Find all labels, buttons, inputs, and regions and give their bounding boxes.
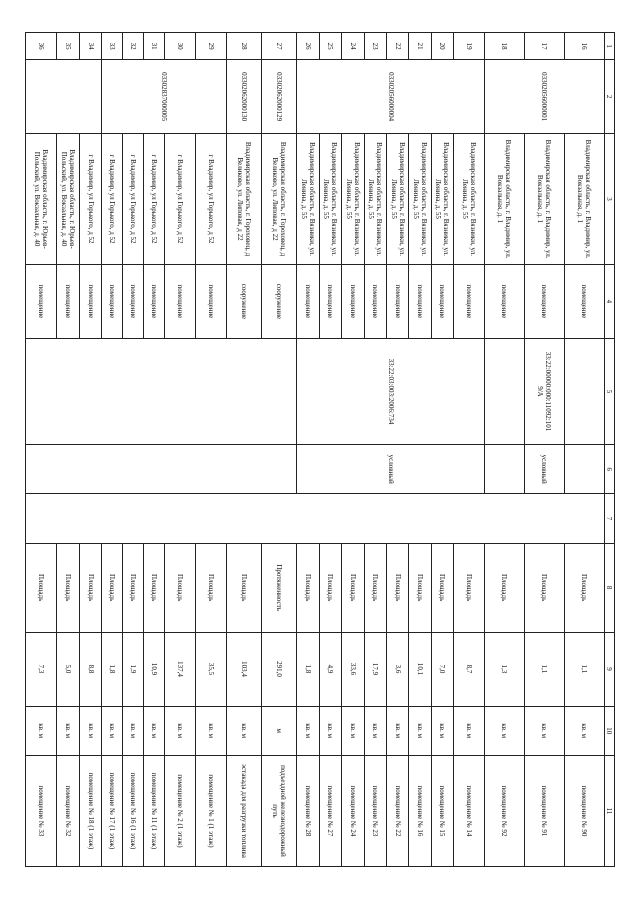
col-header: 7 — [605, 494, 615, 543]
row-number-cell: 29 — [195, 33, 226, 60]
col-header: 4 — [605, 264, 615, 338]
col-header: 10 — [605, 706, 615, 755]
row-number-cell: 26 — [297, 33, 319, 60]
value-cell: 10,9 — [144, 632, 165, 706]
object-type-cell: сооружение — [262, 264, 297, 338]
row-number-cell: 27 — [262, 33, 297, 60]
value-cell: 291,0 — [262, 632, 297, 706]
number-type-cell — [26, 445, 297, 494]
value-cell: 10,1 — [409, 632, 431, 706]
row-number-cell: 16 — [564, 33, 604, 60]
address-cell: Владимирская область, г. Вязники, ул. Ленина, д. 55 — [386, 134, 408, 265]
unit-cell: кв. м — [101, 706, 122, 755]
description-cell: помещение № 24 — [342, 755, 364, 866]
row-number-cell: 24 — [342, 33, 364, 60]
registration-number-cell — [484, 338, 524, 444]
row-number-cell: 31 — [144, 33, 165, 60]
address-cell: Владимирская область, г. Владимир, ул. Вокзальная, д. 1 — [484, 134, 524, 265]
object-type-cell: помещение — [454, 264, 485, 338]
table-row — [262, 33, 297, 867]
table-body — [26, 33, 605, 867]
unit-cell: кв. м — [454, 706, 485, 755]
unit-cell: кв. м — [564, 706, 604, 755]
parameter-cell: Площадь — [431, 543, 453, 632]
unit-cell: кв. м — [122, 706, 143, 755]
object-type-cell: сооружение — [226, 264, 261, 338]
object-type-cell: помещение — [342, 264, 364, 338]
value-cell: 8,7 — [454, 632, 485, 706]
description-cell: помещение № 92 — [484, 755, 524, 866]
row-number-cell: 30 — [165, 33, 196, 60]
row-number-cell: 35 — [56, 33, 80, 60]
col-header: 9 — [605, 632, 615, 706]
address-cell: г Владимир, ул Горького, д 52 — [144, 134, 165, 265]
object-type-cell: помещение — [144, 264, 165, 338]
value-cell: 33,6 — [342, 632, 364, 706]
value-cell: 8,8 — [80, 632, 101, 706]
cadastral-number-cell: 03302056000004 — [297, 60, 484, 134]
object-type-cell: помещение — [409, 264, 431, 338]
row-number-cell: 17 — [524, 33, 564, 60]
parameter-cell: Площадь — [319, 543, 341, 632]
object-type-cell: помещение — [319, 264, 341, 338]
description-cell: помещение № 16 — [409, 755, 431, 866]
value-cell: 1,8 — [297, 632, 319, 706]
description-cell: помещение № 22 — [386, 755, 408, 866]
registration-number-cell — [26, 338, 297, 444]
object-type-cell: помещение — [26, 264, 57, 338]
parameter-cell: Площадь — [165, 543, 196, 632]
table-row — [484, 33, 524, 867]
address-cell: г Владимир, ул Горького, д 52 — [80, 134, 101, 265]
unit-cell: кв. м — [524, 706, 564, 755]
object-type-cell: помещение — [564, 264, 604, 338]
description-cell: помещение № 90 — [564, 755, 604, 866]
description-cell: помещение № 16 (1 этаж) — [122, 755, 143, 866]
address-cell: Владимирская область, г. Гороховец, д Великово, ул. Липовая, д 22 — [262, 134, 297, 265]
address-cell: г Владимир, ул Горького, д 52 — [101, 134, 122, 265]
value-cell: 1,8 — [101, 632, 122, 706]
description-cell: помещение № 18 (1 этаж) — [80, 755, 101, 866]
row-number-cell: 23 — [364, 33, 386, 60]
parameter-cell: Площадь — [409, 543, 431, 632]
unit-cell: кв. м — [319, 706, 341, 755]
address-cell: Владимирская область, г. Владимир, ул. Вокзальная, д. 1 — [524, 134, 564, 265]
cadastral-number-cell: 03302056000001 — [484, 60, 604, 134]
parameter-cell: Площадь — [564, 543, 604, 632]
value-cell: 103,4 — [226, 632, 261, 706]
col-header: 1 — [605, 33, 615, 60]
address-cell: Владимирская область, г. Гороховец, д Великово, ул. Липовая, д 22 — [226, 134, 261, 265]
unit-cell: кв. м — [342, 706, 364, 755]
parameter-cell: Площадь — [454, 543, 485, 632]
address-cell: Владимирская область, г. Вязники, ул. Ленина, д. 55 — [431, 134, 453, 265]
value-cell: 1,1 — [524, 632, 564, 706]
unit-cell: кв. м — [165, 706, 196, 755]
unit-cell: кв. м — [297, 706, 319, 755]
value-cell: 137,4 — [165, 632, 196, 706]
cadastral-number-cell — [26, 60, 102, 134]
unit-cell: кв. м — [484, 706, 524, 755]
description-cell: помещение № 2 (1 этаж) — [165, 755, 196, 866]
number-type-cell: условный — [297, 445, 484, 494]
parameter-cell: Протяженность — [262, 543, 297, 632]
description-cell: помещение № 27 — [319, 755, 341, 866]
col-header: 6 — [605, 445, 615, 494]
parameter-cell: Площадь — [484, 543, 524, 632]
description-cell: помещение № 11 (1 этаж) — [144, 755, 165, 866]
unit-cell: кв. м — [80, 706, 101, 755]
row-number-cell: 25 — [319, 33, 341, 60]
description-cell: помещение № 1 (1 этаж) — [195, 755, 226, 866]
unit-cell: кв. м — [144, 706, 165, 755]
col-header: 8 — [605, 543, 615, 632]
row-number-cell: 20 — [431, 33, 453, 60]
parameter-cell: Площадь — [297, 543, 319, 632]
col-header: 3 — [605, 134, 615, 265]
parameter-cell: Площадь — [101, 543, 122, 632]
rotated-table-container — [25, 32, 615, 867]
value-cell: 1,3 — [484, 632, 524, 706]
unit-cell: кв. м — [386, 706, 408, 755]
col-header: 5 — [605, 338, 615, 444]
col-header: 11 — [605, 755, 615, 866]
cadastral-number-cell: 03302062000129 — [262, 60, 297, 134]
value-cell: 17,9 — [364, 632, 386, 706]
description-cell: помещение № 33 — [26, 755, 57, 866]
description-cell: помещение № 15 — [431, 755, 453, 866]
value-cell: 7,0 — [431, 632, 453, 706]
address-cell: Владимирская область, г. Вязники, ул. Ленина, д. 55 — [319, 134, 341, 265]
registration-number-cell: 33:22:00000:000:11092:101 9/A — [524, 338, 564, 444]
address-cell: Владимирская область, г. Юрьев-Польский, ул. Вокзальная, д. 40 — [26, 134, 57, 265]
address-cell: Владимирская область, г. Вязники, ул. Ленина, д. 55 — [364, 134, 386, 265]
number-type-cell: условный — [524, 445, 564, 494]
value-cell: 1,1 — [564, 632, 604, 706]
address-cell: г Владимир, ул Горького, д 52 — [122, 134, 143, 265]
description-cell: помещение № 32 — [56, 755, 80, 866]
parameter-cell: Площадь — [524, 543, 564, 632]
object-type-cell: помещение — [195, 264, 226, 338]
parameter-cell: Площадь — [342, 543, 364, 632]
cadastral-number-cell: 03302062000130 — [226, 60, 261, 134]
table-row — [454, 33, 485, 867]
property-table — [25, 32, 615, 867]
unit-cell: кв. м — [364, 706, 386, 755]
unit-cell: кв. м — [26, 706, 57, 755]
col-header: 2 — [605, 60, 615, 134]
number-type-cell — [564, 445, 604, 494]
value-cell: 35,5 — [195, 632, 226, 706]
address-cell: Владимирская область, г. Вязники, ул. Ленина, д. 55 — [409, 134, 431, 265]
unit-cell: кв. м — [226, 706, 261, 755]
parameter-cell: Площадь — [122, 543, 143, 632]
table-row — [524, 33, 564, 867]
parameter-cell: Площадь — [80, 543, 101, 632]
description-cell: помещение № 23 — [364, 755, 386, 866]
unit-cell: м — [262, 706, 297, 755]
object-type-cell: помещение — [386, 264, 408, 338]
parameter-cell: Площадь — [364, 543, 386, 632]
parameter-cell: Площадь — [386, 543, 408, 632]
object-type-cell: помещение — [56, 264, 80, 338]
object-type-cell: помещение — [80, 264, 101, 338]
address-cell: Владимирская область, г. Вязники, ул. Ленина, д. 55 — [297, 134, 319, 265]
object-type-cell: помещение — [101, 264, 122, 338]
object-type-cell: помещение — [165, 264, 196, 338]
header-row — [605, 33, 615, 867]
object-type-cell: помещение — [484, 264, 524, 338]
table-row — [564, 33, 604, 867]
value-cell: 1,9 — [122, 632, 143, 706]
row-number-cell: 36 — [26, 33, 57, 60]
parameter-cell: Площадь — [144, 543, 165, 632]
registration-number-cell: 33:22:03:003:2006:734 — [297, 338, 484, 444]
registration-number-cell — [564, 338, 604, 444]
empty-column-7-cell — [26, 494, 605, 543]
description-cell: эстакада для разгрузки топлива — [226, 755, 261, 866]
address-cell: Владимирская область, г. Юрьев-Польский, ул. Вокзальная, д. 40 — [56, 134, 80, 265]
parameter-cell: Площадь — [26, 543, 57, 632]
unit-cell: кв. м — [431, 706, 453, 755]
cadastral-number-cell: 03302837000005 — [101, 60, 226, 134]
row-number-cell: 28 — [226, 33, 261, 60]
parameter-cell: Площадь — [56, 543, 80, 632]
description-cell: помещение № 28 — [297, 755, 319, 866]
row-number-cell: 18 — [484, 33, 524, 60]
value-cell: 4,9 — [319, 632, 341, 706]
description-cell: помещение № 91 — [524, 755, 564, 866]
unit-cell: кв. м — [56, 706, 80, 755]
address-cell: Владимирская область, г. Вязники, ул. Ленина, д. 55 — [342, 134, 364, 265]
row-number-cell: 22 — [386, 33, 408, 60]
description-cell: помещение № 17 (1 этаж) — [101, 755, 122, 866]
object-type-cell: помещение — [297, 264, 319, 338]
description-cell: подъездной железнодорожный путь — [262, 755, 297, 866]
parameter-cell: Площадь — [226, 543, 261, 632]
object-type-cell: помещение — [431, 264, 453, 338]
object-type-cell: помещение — [524, 264, 564, 338]
row-number-cell: 21 — [409, 33, 431, 60]
number-type-cell — [484, 445, 524, 494]
address-cell: г Владимир, ул Горького, д 52 — [165, 134, 196, 265]
row-number-cell: 33 — [101, 33, 122, 60]
row-number-cell: 34 — [80, 33, 101, 60]
value-cell: 5,0 — [56, 632, 80, 706]
description-cell: помещение № 14 — [454, 755, 485, 866]
object-type-cell: помещение — [364, 264, 386, 338]
address-cell: Владимирская область, г. Вязники, ул. Ленина, д. 55 — [454, 134, 485, 265]
row-number-cell: 19 — [454, 33, 485, 60]
unit-cell: кв. м — [409, 706, 431, 755]
address-cell: Владимирская область, г. Владимир, ул. Вокзальная, д. 1 — [564, 134, 604, 265]
parameter-cell: Площадь — [195, 543, 226, 632]
object-type-cell: помещение — [122, 264, 143, 338]
unit-cell: кв. м — [195, 706, 226, 755]
row-number-cell: 32 — [122, 33, 143, 60]
value-cell: 7,3 — [26, 632, 57, 706]
address-cell: г Владимир, ул Горького, д 52 — [195, 134, 226, 265]
value-cell: 3,6 — [386, 632, 408, 706]
